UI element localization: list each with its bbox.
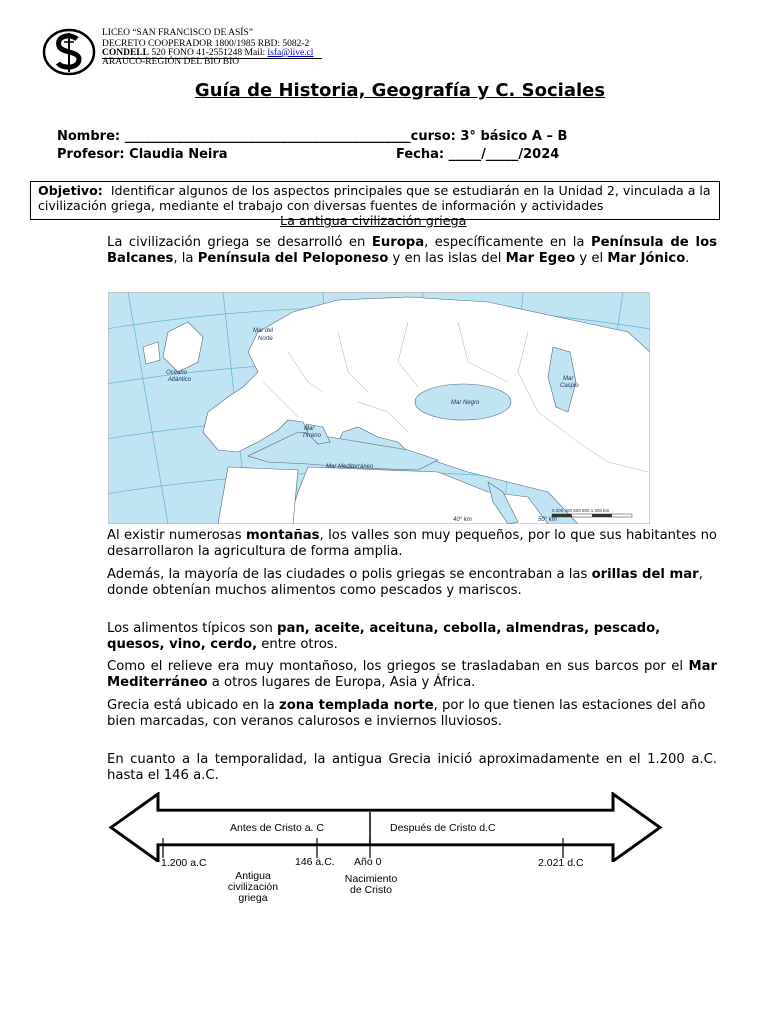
section-title: La antigua civilización griega xyxy=(280,214,467,229)
teacher-field: Profesor: Claudia Neira xyxy=(57,147,228,162)
address-street: CONDELL xyxy=(102,48,149,58)
map-label-north-sea-1: Mar del xyxy=(253,328,274,334)
school-name: LICEO “SAN FRANCISCO DE ASÍS” xyxy=(102,28,253,38)
map-label-black-sea: Mar Negro xyxy=(451,400,480,406)
date-field: Fecha: _____/_____/2024 xyxy=(396,147,560,162)
timeline-diagram xyxy=(108,792,664,912)
timeline-ad-label: Después de Cristo d.C xyxy=(390,822,496,834)
paragraph-mountains: Al existir numerosas montañas, los valles son muy pequeños, por lo que sus habitantes no desarrollaron la agricultura de forma amplia. xyxy=(107,528,717,559)
map-label-atlantic: Atlántico xyxy=(168,377,192,383)
school-region: ARAUCO-REGIÓN DEL BIO BIO xyxy=(102,57,240,67)
map-label-tyrrhenian-1: Mar xyxy=(304,426,315,432)
map-label-mediterranean: Mar Mediterráneo xyxy=(326,464,374,470)
paragraph-temporality: En cuanto a la temporalidad, la antigua Grecia inició aproximadamente en el 1.200 a.C. hasta el 146 a.C. xyxy=(107,752,717,783)
europe-map xyxy=(108,292,650,524)
timeline-tick-146bc: 146 a.C. xyxy=(295,856,335,868)
timeline-tick-year0: Año 0 xyxy=(354,856,382,868)
map-label-lon-50: 50° km xyxy=(538,517,557,523)
paragraph-coast: Además, la mayoría de las ciudades o polis griegas se encontraban a las orillas del mar, donde obtenían muchos alimentos como pescados y mariscos. xyxy=(107,567,703,598)
school-email-link[interactable]: lsfa@live.cl xyxy=(267,48,314,58)
school-logo xyxy=(42,27,96,77)
map-label-caspian-2: Caspio xyxy=(560,383,579,389)
timeline-tick-1200bc: 1.200 a.C xyxy=(161,857,207,869)
objective-text: Identificar algunos de los aspectos principales que se estudiarán en la Unidad 2, vinculada a la civilización griega, mediante el trabajo con diversas fuentes de información y actividades xyxy=(38,183,711,213)
map-label-caspian-1: Mar xyxy=(563,376,574,382)
map-label-north-sea-2: Norte xyxy=(258,336,273,342)
timeline-note-greek: Antigua civilización griega xyxy=(227,870,279,904)
map-label-lon-40: 40° km xyxy=(453,517,472,523)
timeline-bc-label: Antes de Cristo a. C xyxy=(230,822,324,834)
map-label-tyrrhenian-2: Tirreno xyxy=(302,433,321,439)
paragraph-foods: Los alimentos típicos son pan, aceite, aceituna, cebolla, almendras, pescado, quesos, vino, cerdo, entre otros. xyxy=(107,621,661,652)
paragraph-location: La civilización griega se desarrolló en Europa, específicamente en la Península de los Balcanes, la Península del Peloponeso y en las islas del Mar Egeo y el Mar Jónico. xyxy=(107,235,717,266)
svg-text:0 200 400 600 800 1 000: 0 200 400 600 800 1 000 km xyxy=(552,508,610,513)
address-phone: 520 FONO 41-2551248 Mail: xyxy=(148,48,268,58)
page-title: Guía de Historia, Geografía y C. Sociales xyxy=(194,80,606,101)
objective-label: Objetivo: xyxy=(38,183,103,198)
map-label-ocean: Océano xyxy=(166,370,188,376)
student-name-field: Nombre: ____________________________________________curso: 3° básico A – B xyxy=(57,129,568,144)
timeline-note-christ: Nacimiento de Cristo xyxy=(344,873,398,896)
school-decree: DECRETO COOPERADOR 1800/1985 RBD: 5082-2 xyxy=(102,39,310,49)
paragraph-climate: Grecia está ubicado en la zona templada norte, por lo que tienen las estaciones del año bien marcadas, con veranos calurosos e inviernos lluviosos. xyxy=(107,698,706,729)
paragraph-navigation: Como el relieve era muy montañoso, los griegos se trasladaban en sus barcos por el Mar Mediterráneo a otros lugares de Europa, Asia y África. xyxy=(107,659,717,690)
timeline-tick-2021ad: 2.021 d.C xyxy=(538,857,584,869)
